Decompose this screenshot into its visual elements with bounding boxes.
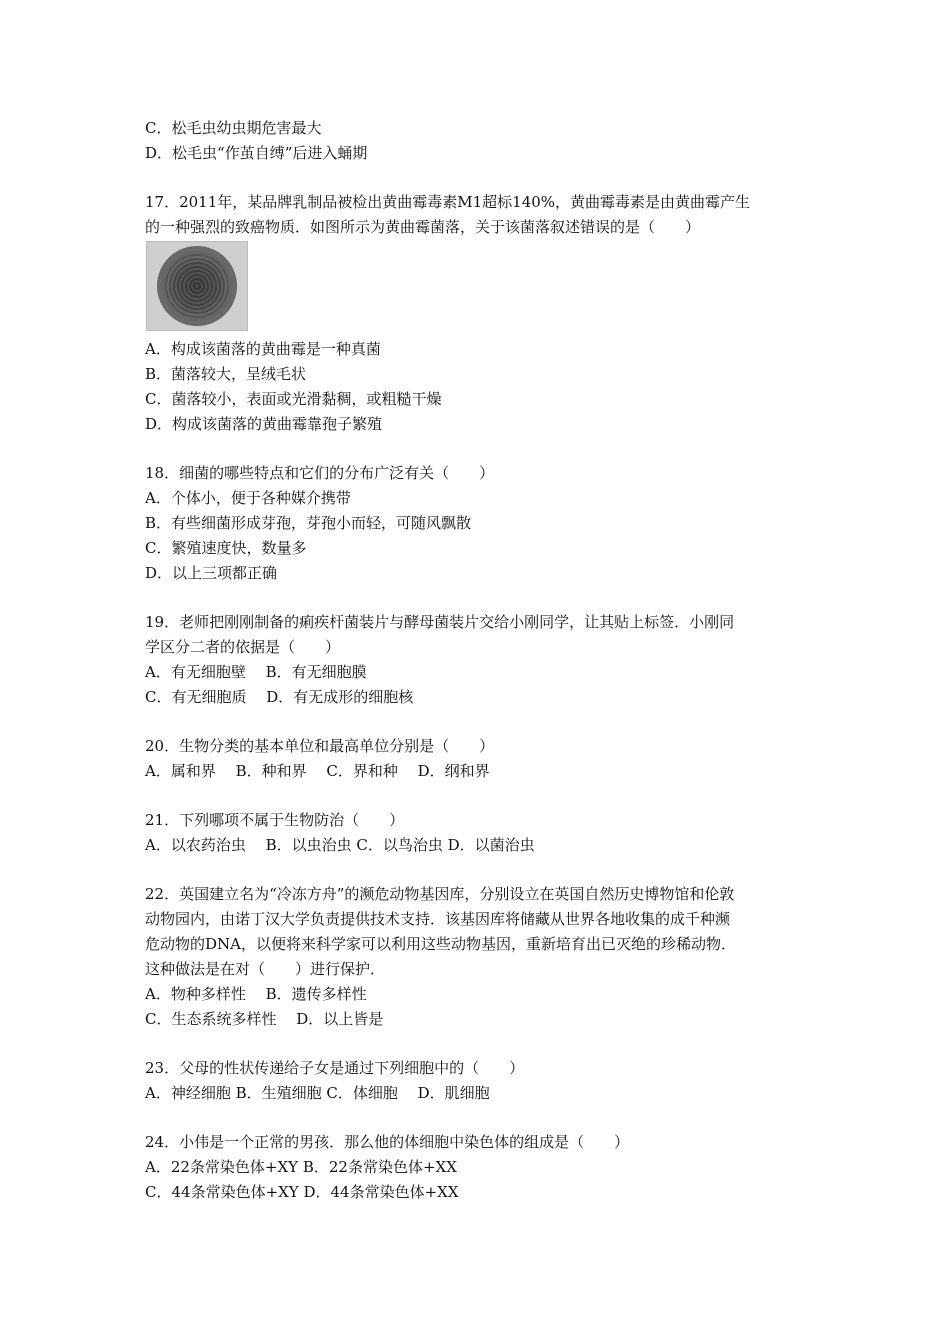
option-c: C．菌落较小，表面或光滑黏稠，或粗糙干燥 xyxy=(145,390,442,408)
question-18 xyxy=(145,461,810,586)
question-stem: 24．小伟是一个正常的男孩．那么他的体细胞中染色体的组成是（ ） xyxy=(145,1133,630,1151)
question-stem: 这种做法是在对（ ）进行保护． xyxy=(145,960,386,978)
option-b: B．有些细菌形成芽孢，芽孢小而轻，可随风飘散 xyxy=(145,514,472,532)
question-17 xyxy=(145,190,810,437)
option-c: C．松毛虫幼虫期危害最大 xyxy=(145,119,322,137)
options-cd: C．生态系统多样性 D．以上皆是 xyxy=(145,1010,384,1028)
question-stem: 23．父母的性状传递给子女是通过下列细胞中的（ ） xyxy=(145,1059,525,1077)
question-stem: 的一种强烈的致癌物质．如图所示为黄曲霉菌落，关于该菌落叙述错误的是（ ） xyxy=(145,218,701,236)
question-stem: 学区分二者的依据是（ ） xyxy=(145,638,341,656)
option-a: A．个体小，便于各种媒介携带 xyxy=(145,489,351,507)
question-20 xyxy=(145,734,810,784)
question-stem: 20．生物分类的基本单位和最高单位分别是（ ） xyxy=(145,737,495,755)
question-21 xyxy=(145,808,810,858)
option-d: D．松毛虫“作茧自缚”后进入蛹期 xyxy=(145,144,368,162)
petri-dish-colony xyxy=(157,246,237,326)
option-a: A．构成该菌落的黄曲霉是一种真菌 xyxy=(145,340,381,358)
options-cd: C．有无细胞质 D．有无成形的细胞核 xyxy=(145,688,414,706)
question-stem: 动物园内，由诺丁汉大学负责提供技术支持．该基因库将储藏从世界各地收集的成千种濒 xyxy=(145,910,731,928)
option-b: B．菌落较大，呈绒毛状 xyxy=(145,365,307,383)
options-ab: A．物种多样性 B．遗传多样性 xyxy=(145,985,367,1003)
question-stem: 18．细菌的哪些特点和它们的分布广泛有关（ ） xyxy=(145,464,495,482)
question-stem: 19．老师把刚刚制备的痢疾杆菌装片与酵母菌装片交给小刚同学，让其贴上标签．小刚同 xyxy=(145,613,735,631)
aspergillus-colony-image xyxy=(146,241,248,331)
option-c: C．繁殖速度快，数量多 xyxy=(145,539,307,557)
option-d: D．以上三项都正确 xyxy=(145,564,278,582)
options: A．属和界 B．种和界 C．界和种 D．纲和界 xyxy=(145,762,490,780)
question-stem: 17．2011年，某品牌乳制品被检出黄曲霉毒素M1超标140%，黄曲霉毒素是由黄曲霉产生 xyxy=(145,193,751,211)
question-22 xyxy=(145,882,810,1032)
question-stem: 危动物的DNA，以便将来科学家可以利用这些动物基因，重新培育出已灭绝的珍稀动物． xyxy=(145,935,736,953)
options: A．以农药治虫 B．以虫治虫 C．以鸟治虫 D．以菌治虫 xyxy=(145,836,535,854)
question-24 xyxy=(145,1130,810,1205)
question-stem: 21．下列哪项不属于生物防治（ ） xyxy=(145,811,405,829)
options-cd: C．44条常染色体+XY D．44条常染色体+XX xyxy=(145,1183,459,1201)
question-list xyxy=(145,116,810,1205)
question-16-tail xyxy=(145,116,810,166)
options-ab: A．有无细胞壁 B．有无细胞膜 xyxy=(145,663,367,681)
options: A．神经细胞 B．生殖细胞 C．体细胞 D．肌细胞 xyxy=(145,1084,490,1102)
option-d: D．构成该菌落的黄曲霉靠孢子繁殖 xyxy=(145,415,383,433)
question-23 xyxy=(145,1056,810,1106)
options-ab: A．22条常染色体+XY B．22条常染色体+XX xyxy=(145,1158,457,1176)
question-stem: 22．英国建立名为“冷冻方舟”的濒危动物基因库，分别设立在英国自然历史博物馆和伦敦 xyxy=(145,885,735,903)
question-19 xyxy=(145,610,810,710)
